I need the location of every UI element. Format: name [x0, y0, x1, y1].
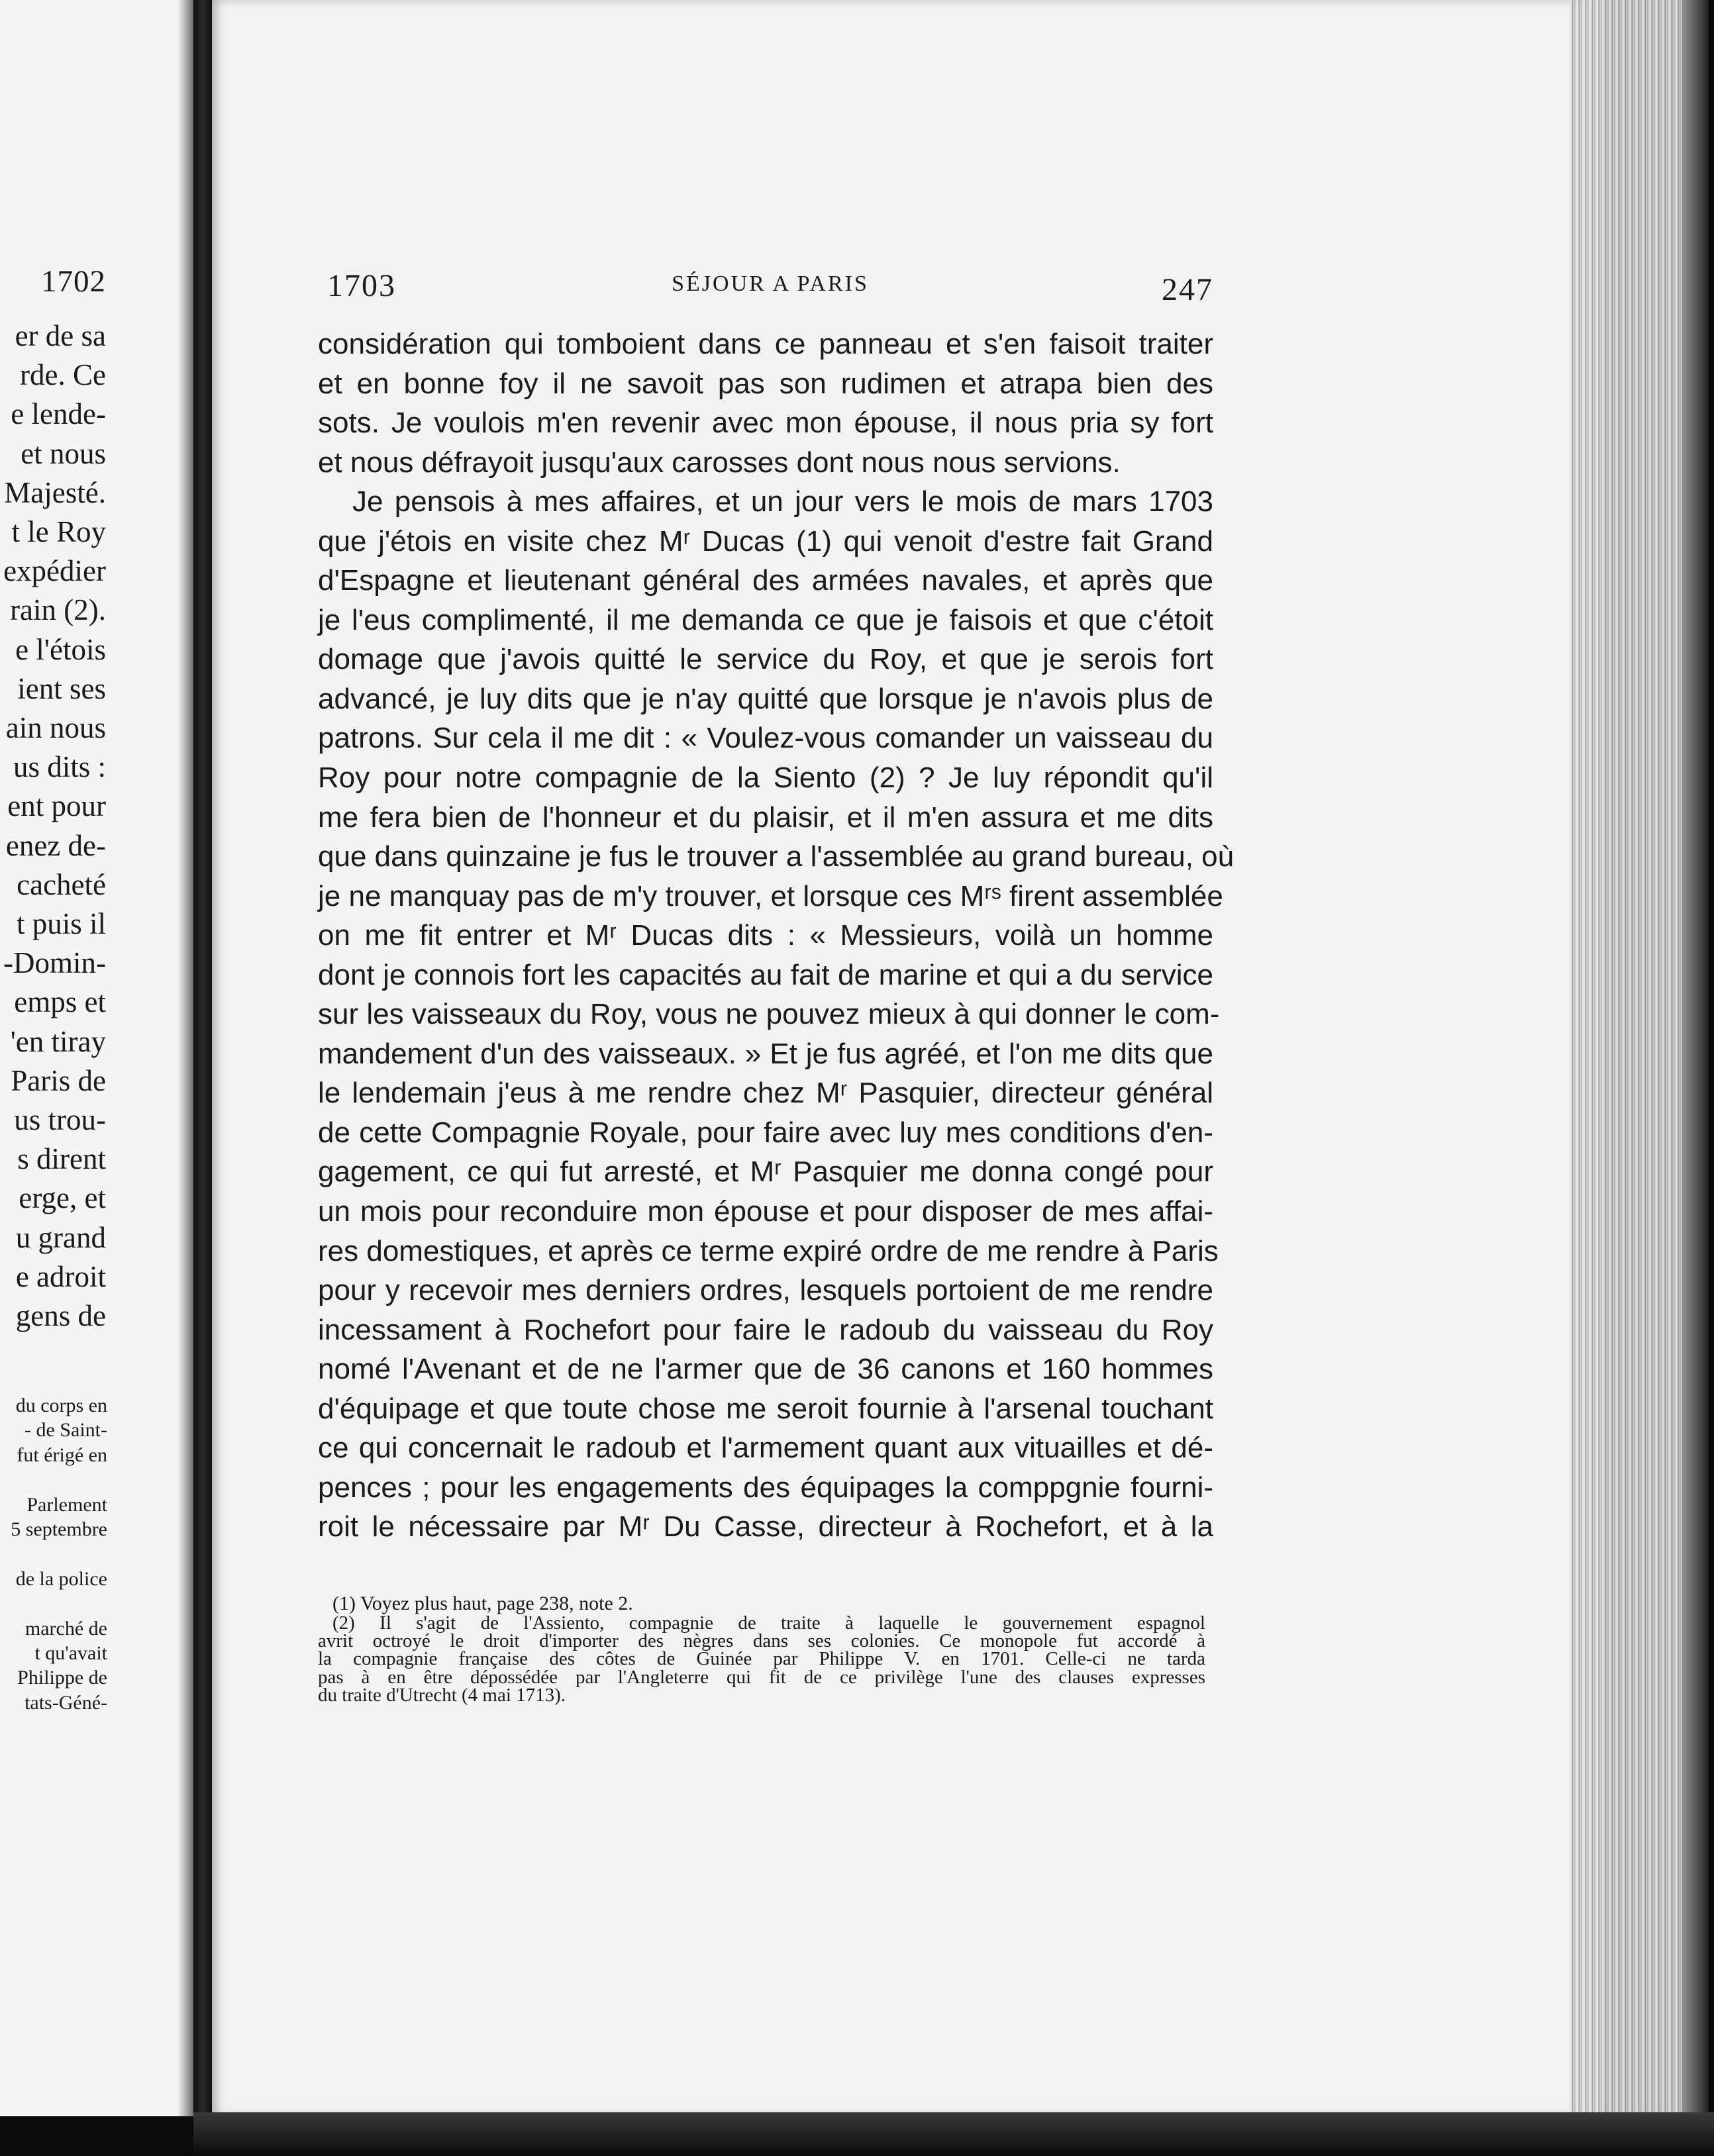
text-line: de cette Compagnie Royale, pour faire avec luy mes conditions d'en- [318, 1116, 1213, 1149]
left-page-note-line [11, 1542, 107, 1566]
running-header [327, 268, 1213, 307]
left-page-line: t puis il [16, 907, 106, 941]
left-page-line: e adroit [15, 1259, 106, 1293]
text-line: nomé l'Avenant et de ne l'armer que de 36 canons et 160 hommes [318, 1353, 1213, 1386]
left-page-line: et nous [21, 436, 106, 470]
text-line: le lendemain j'eus à me rendre chez Mʳ Pasquier, directeur général [318, 1077, 1213, 1110]
left-page-line: us trou- [14, 1103, 106, 1137]
text-line: advancé, je luy dits que je n'ay quitté que lorsque je n'avois plus de [318, 682, 1213, 715]
text-line: incessament à Rochefort pour faire le radoub du vaisseau du Roy [318, 1313, 1213, 1346]
left-page-line: ient ses [17, 671, 106, 705]
text-line: mandement d'un des vaisseaux. » Et je fus agréé, et l'on me dits que [318, 1037, 1213, 1070]
left-page-note-line [11, 1591, 107, 1616]
left-page-line: gens de [15, 1299, 106, 1333]
footnote-line: (2) Il s'agit de l'Assiento, compagnie de traite à laquelle le gouvernement espagnol [332, 1612, 1205, 1634]
main-text [318, 324, 1235, 1547]
text-line: et nous défrayoit jusqu'aux carosses dont nous nous servions. [318, 446, 1121, 479]
left-page-line: rde. Ce [20, 358, 106, 392]
text-line: je l'eus complimenté, il me demanda ce que je faisois et que c'étoit [318, 603, 1213, 636]
text-line: je ne manquay pas de m'y trouver, et lorsque ces Mʳˢ firent assemblée [318, 879, 1223, 912]
text-line: et en bonne foy il ne savoit pas son rudimen et atrapa bien des [318, 367, 1213, 400]
footnote-line: avrit octroyé le droit d'importer des nègres dans ses colonies. Ce monopole fut accordé à [318, 1630, 1205, 1652]
left-page-note-line: Philippe de [17, 1667, 107, 1689]
gutter-shadow [177, 0, 193, 2116]
footnote-line: pas à en être dépossédée par l'Angleterre qui fit de ce privilège l'une des clauses expresses [318, 1666, 1205, 1688]
footnote-line: (1) Voyez plus haut, page 238, note 2. [332, 1592, 633, 1614]
left-page-note-line [11, 1467, 107, 1492]
left-page-line: t le Roy [11, 515, 106, 549]
left-page-note-line: Parlement [26, 1493, 107, 1516]
text-line: res domestiques, et après ce terme expiré ordre de me rendre à Paris [318, 1234, 1219, 1267]
text-line: pour y recevoir mes derniers ordres, lesquels portoient de me rendre [318, 1274, 1213, 1307]
left-page-note-line: - de Saint- [25, 1419, 107, 1442]
book-spine [193, 0, 212, 2156]
text-line: d'équipage et que toute chose me seroit fournie à l'arsenal touchant [318, 1392, 1213, 1425]
text-line: patrons. Sur cela il me dit : « Voulez-vous comander un vaisseau du [318, 722, 1213, 755]
page-edges [1570, 0, 1709, 2116]
text-line: d'Espagne et lieutenant général des armées navales, et après que [318, 564, 1213, 597]
left-page-note-line: de la police [15, 1567, 107, 1590]
text-line: considération qui tomboient dans ce panneau et s'en faisoit traiter [318, 328, 1213, 360]
left-page-line: cacheté [17, 867, 106, 901]
header-year: 1703 [327, 268, 396, 303]
left-page-line: Majesté. [4, 475, 106, 509]
left-page-line: expédier [3, 554, 106, 588]
footnote-line: du traite d'Utrecht (4 mai 1713). [318, 1684, 566, 1706]
scan-bottom-edge [193, 2112, 1714, 2156]
text-line: un mois pour reconduire mon épouse et pour disposer de mes affai- [318, 1195, 1213, 1228]
left-page-line: s dirent [17, 1142, 106, 1176]
text-line: dont je connois fort les capacités au fait de marine et qui a du service [318, 958, 1213, 991]
left-page-line: -Domin- [3, 946, 106, 980]
left-page-line: us dits : [13, 750, 106, 784]
left-page-note-line: 5 septembre [11, 1518, 107, 1541]
left-page-line: e l'étois [15, 632, 106, 666]
left-page-note-line: du corps en [15, 1395, 107, 1416]
left-page-line: e lende- [11, 397, 106, 431]
text-line: pences ; pour les engagements des équipages la comppgnie fourni- [318, 1471, 1213, 1504]
page-number: 247 [1162, 272, 1213, 307]
left-page-note-line: t qu'avait [34, 1642, 107, 1665]
text-line: sots. Je voulois m'en revenir avec mon épouse, il nous pria sy fort [318, 407, 1213, 440]
left-page-line: ent pour [7, 789, 106, 823]
text-line: me fera bien de l'honneur et du plaisir, et il m'en assura et me dits [318, 801, 1213, 834]
text-line: domage que j'avois quitté le service du Roy, et que je serois fort [318, 643, 1213, 676]
text-line: que dans quinzaine je fus le trouver a l'assemblée au grand bureau, où [318, 840, 1235, 873]
text-line: ce qui concernait le radoub et l'armement quant aux vituailles et dé- [318, 1432, 1213, 1465]
left-page-line: ain nous [5, 711, 106, 745]
left-page-line: u grand [15, 1220, 106, 1254]
text-line: sur les vaisseaux du Roy, vous ne pouvez mieux à qui donner le com- [318, 998, 1220, 1031]
left-page-content [0, 0, 193, 2116]
left-page-note-line: tats-Géné- [25, 1691, 107, 1714]
footnotes [318, 1594, 1205, 1704]
page-edge-shadow [1682, 0, 1709, 2116]
text-line: Roy pour notre compagnie de la Siento (2) ? Je luy répondit qu'il [318, 761, 1213, 795]
text-line: roit le nécessaire par Mʳ Du Casse, directeur à Rochefort, et à la [318, 1510, 1213, 1544]
header-title: SÉJOUR A PARIS [672, 271, 869, 296]
text-line: gagement, ce qui fut arresté, et Mʳ Pasquier me donna congé pour [318, 1155, 1213, 1189]
left-page-footnotes [11, 1393, 107, 1715]
left-page-line: rain (2). [10, 593, 106, 627]
left-page [0, 0, 193, 2116]
left-page-line: Paris de [11, 1063, 106, 1097]
left-page-line: 'en tiray [10, 1024, 106, 1058]
footnote-line: la compagnie française des côtes de Guinée par Philippe V. en 1701. Celle-ci ne tarda [318, 1648, 1205, 1670]
left-page-note-line: fut érigé en [17, 1444, 107, 1466]
text-line: que j'étois en visite chez Mʳ Ducas (1) qui venoit d'estre fait Grand [318, 524, 1213, 558]
left-page-line: enez de- [5, 828, 106, 862]
left-page-line: er de sa [15, 319, 106, 352]
left-page-year: 1702 [41, 264, 106, 299]
left-page-text [3, 317, 106, 1336]
left-page-line: emps et [14, 985, 106, 1019]
left-page-line: erge, et [19, 1181, 106, 1215]
text-line: on me fit entrer et Mʳ Ducas dits : « Messieurs, voilà un homme [318, 919, 1213, 952]
left-page-note-line: marché de [25, 1617, 107, 1640]
text-line: Je pensois à mes affaires, et un jour vers le mois de mars 1703 [352, 485, 1213, 518]
